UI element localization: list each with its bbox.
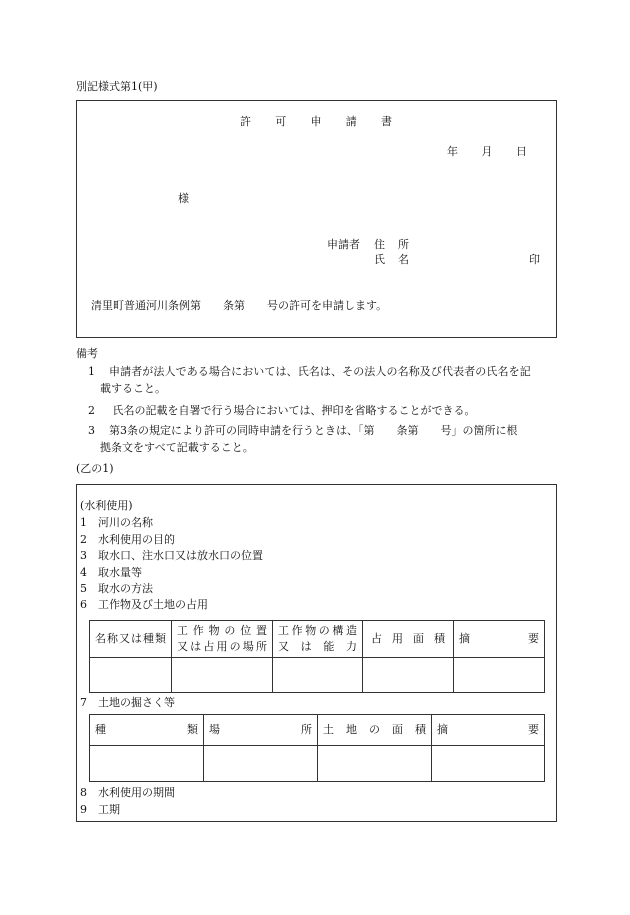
- excavation-table: [89, 714, 545, 782]
- note-item-1: 1 申請者が法人である場合においては、氏名は、その法人の名称及び代表者の氏名を記 載すること。: [88, 365, 531, 395]
- application-statement: 清里町普通河川条例第 条第 号の許可を申請します。: [91, 299, 388, 312]
- water-use-item-5: 5 取水の方法: [80, 582, 153, 595]
- water-use-item-9: 9 工期: [80, 803, 120, 816]
- header-place: 場 所: [204, 715, 318, 746]
- table-cell[interactable]: [90, 746, 204, 782]
- excavation-table-blank-row: [90, 746, 545, 782]
- table-cell[interactable]: [318, 746, 432, 782]
- table-cell[interactable]: [273, 657, 363, 692]
- table-cell[interactable]: [90, 657, 172, 692]
- water-use-heading: (水利使用): [80, 499, 133, 512]
- second-form-label: (乙の1): [76, 462, 114, 475]
- header-location: 工 作 物 の 位 置 又 は 占 用 の 場 所: [172, 621, 273, 658]
- application-box: [76, 100, 557, 338]
- header-type: 種 類: [90, 715, 204, 746]
- name-label: 氏 名: [374, 253, 409, 266]
- water-use-item-6: 6 工作物及び土地の占用: [80, 598, 208, 611]
- form-label: 別記様式第1(甲): [76, 80, 158, 93]
- address-label: 住 所: [374, 238, 409, 251]
- water-use-item-4: 4 取水量等: [80, 566, 142, 579]
- excavation-table-header-row: [90, 715, 545, 746]
- occupancy-table: [89, 620, 545, 693]
- header-land-area: 土 地 の 面 積: [318, 715, 432, 746]
- table-cell[interactable]: [432, 746, 545, 782]
- water-use-item-2: 2 水利使用の目的: [80, 533, 175, 546]
- table-cell[interactable]: [363, 657, 454, 692]
- header-occupied-area: 占 用 面 積: [363, 621, 454, 658]
- seal-mark: 印: [529, 253, 540, 266]
- water-use-item-1: 1 河川の名称: [80, 516, 153, 529]
- water-use-item-7: 7 土地の掘さく等: [80, 696, 175, 709]
- header-structure: 工 作 物 の 構 造 又 は 能 力: [273, 621, 363, 658]
- note-item-2: 2 氏名の記載を自署で行う場合においては、押印を省略することができる。: [88, 404, 476, 417]
- applicant-label: 申請者: [327, 238, 360, 251]
- water-use-item-3: 3 取水口、注水口又は放水口の位置: [80, 549, 263, 562]
- note-item-3: 3 第3条の規定により許可の同時申請を行うときは、「第 条第 号」の箇所に根 拠条文をすべて記載すること。: [88, 424, 518, 454]
- application-title: 許 可 申 請 書: [240, 115, 392, 128]
- occupancy-table-header-row: [90, 621, 545, 658]
- header-remarks-2: 摘 要: [432, 715, 545, 746]
- occupancy-table-blank-row: [90, 657, 545, 692]
- addressee-honorific: 様: [178, 192, 189, 205]
- notes-heading: 備考: [76, 347, 98, 360]
- date-field: 年 月 日: [447, 145, 527, 158]
- table-cell[interactable]: [454, 657, 545, 692]
- table-cell[interactable]: [172, 657, 273, 692]
- header-remarks: 摘 要: [454, 621, 545, 658]
- table-cell[interactable]: [204, 746, 318, 782]
- header-name-type: 名 称 又 は 種 類: [90, 621, 172, 658]
- water-use-item-8: 8 水利使用の期間: [80, 786, 175, 799]
